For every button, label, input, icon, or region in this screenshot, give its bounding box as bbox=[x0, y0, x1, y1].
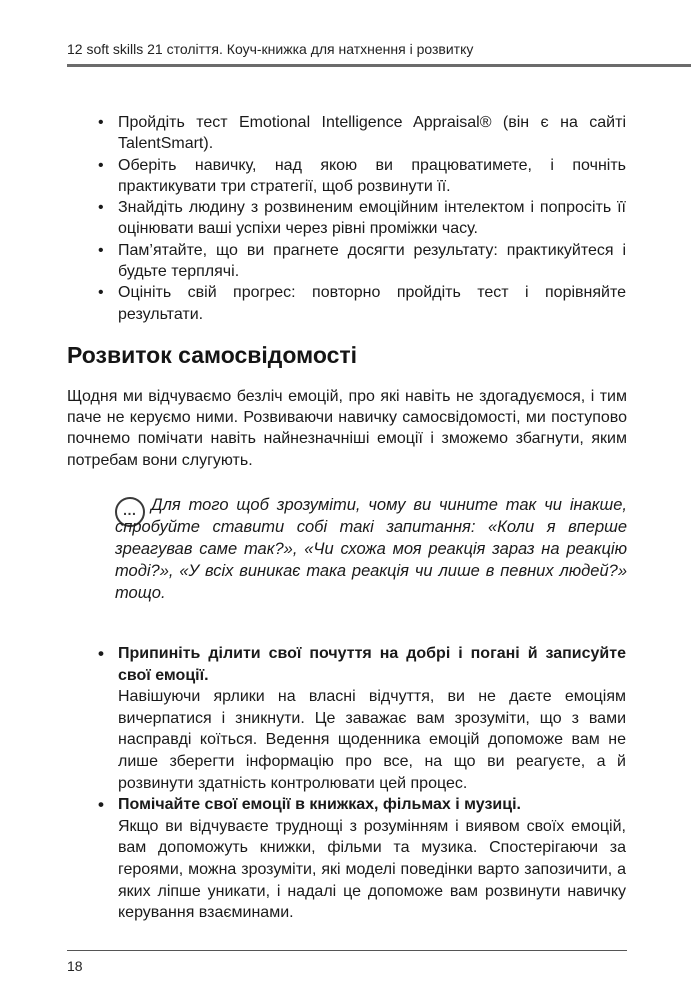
tip-title: • Помічайте свої емоції в книжках, фільмах і музиці. bbox=[118, 796, 521, 814]
tip-item bbox=[98, 794, 626, 924]
list-item: • Пам’ятайте, що ви прагнете досягти результату: практикуйтеся і будьте терплячі. bbox=[98, 240, 626, 283]
tip-item bbox=[98, 643, 626, 794]
tip-note bbox=[115, 494, 627, 604]
tip-note-text: Для того щоб зрозуміти, чому ви чините так чи інакше, спробуйте ставити собі такі запитання: «Коли я вперше зреагував саме так?», «Чи схожа моя реакція зараз на реакцію тоді?», «У всіх виникає така реакція чи лише в певних людей?» тощо. bbox=[115, 496, 627, 602]
running-header: 12 soft skills 21 століття. Коуч-книжка для натхнення і розвитку bbox=[67, 41, 474, 57]
header-rule bbox=[67, 64, 691, 67]
tips-list bbox=[98, 643, 626, 924]
list-item: • Пройдіть тест Emotional Intelligence Appraisal® (він є на сайті TalentSmart). bbox=[98, 112, 626, 155]
page-number: 18 bbox=[67, 958, 83, 974]
tip-body: Якщо ви відчуваєте труднощі з розумінням і виявом своїх емоцій, вам допоможуть книжки, фільми та музика. Спостерігаючи за героями, можна зрозуміти, які моделі поведінки варто запозичити, а яких ліпше уникати, і надалі це допоможе вам розвинути навичку керування взаєминами. bbox=[118, 817, 626, 922]
ellipsis-glyph: … bbox=[122, 502, 138, 518]
list-item: • Оцініть свій прогрес: повторно пройдіть тест і порівняйте результати. bbox=[98, 282, 626, 325]
tip-body: Навішуючи ярлики на власні відчуття, ви не даєте емоціям вичерпатися і зникнути. Це заважає вам зрозуміти, що з вами насправді коїться. Ведення щоденника емоцій допоможе вам не лише зберегти інформацію про все, на що ви реагуєте, а й розвинути здатність контролювати цей процес. bbox=[118, 688, 626, 792]
section-heading: Розвиток самосвідомості bbox=[67, 342, 358, 368]
intro-paragraph: Щодня ми відчуваємо безліч емоцій, про які навіть не здогадуємося, і тим паче не керуємо ними. Розвиваючи навичку самосвідомості, ми поступово почнемо помічати навіть найнезначніші емоції і зможемо збагнути, яким потребам вони слугують. bbox=[67, 388, 627, 469]
footer-rule bbox=[67, 950, 627, 951]
list-item: • Оберіть навичку, над якою ви працюватимете, і почніть практикувати три стратегії, щоб розвинути її. bbox=[98, 155, 626, 198]
list-item: • Знайдіть людину з розвиненим емоційним інтелектом і попросіть її оцінювати ваші успіхи через рівні проміжки часу. bbox=[98, 197, 626, 240]
tip-title: • Припиніть ділити свої почуття на добрі і погані й записуйте свої емоції. bbox=[118, 645, 626, 684]
steps-list bbox=[98, 112, 626, 325]
